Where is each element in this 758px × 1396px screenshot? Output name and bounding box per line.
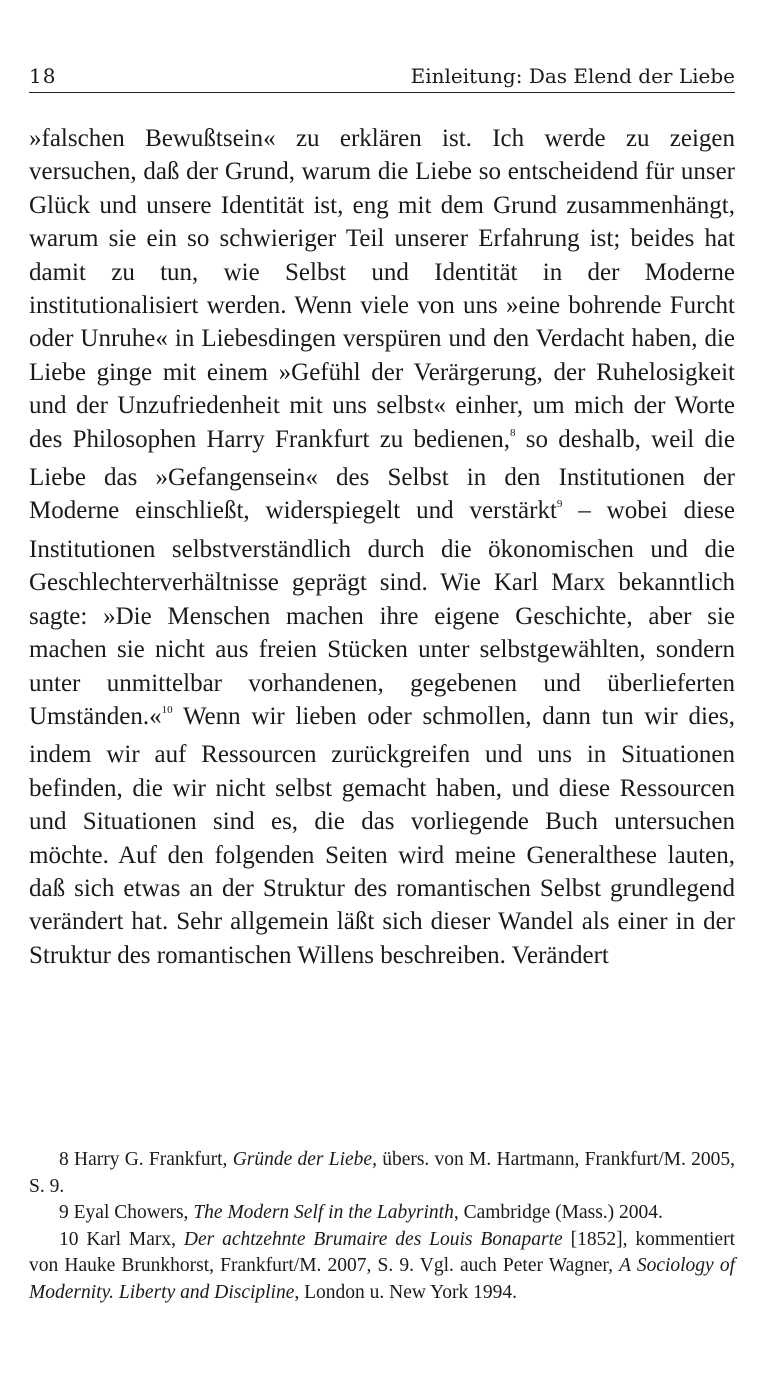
footnote-text: Harry G. Frankfurt, <box>68 1149 233 1170</box>
footnote-number: 9 <box>59 1202 69 1223</box>
footnote-number: 8 <box>59 1149 69 1170</box>
footnote-8 <box>29 1147 735 1200</box>
footnote-text: , London u. New York 1994. <box>294 1281 518 1303</box>
running-head: Einleitung: Das Elend der Liebe <box>410 64 735 88</box>
footnote-9 <box>29 1200 735 1227</box>
footnote-ref-10: 10 <box>161 703 173 716</box>
body-text-part-1: »falschen Bewußtsein« zu erklären ist. Ich werde zu zeigen versuchen, daß der Grund, warum die Liebe so entscheidend für unser Glück und unsere Identität ist, eng mit dem Grund zusammenhängt, warum sie ein so schwieriger Teil unserer Erfahrung ist; beides hat damit zu tun, wie Selbst und Identität in der Moderne institutionalisiert werden. Wenn viele von uns »eine bohrende Furcht oder Unruhe« in Liebesdingen verspüren und den Verdacht haben, die Liebe ginge mit einem »Gefühl der Verärgerung, der Ruhelosigkeit und der Unzufriedenheit mit uns selbst« einher, um mich der Worte des Philosophen Harry Frankfurt zu bedienen, <box>29 125 735 453</box>
footnote-number: 10 <box>59 1228 79 1250</box>
footnote-10 <box>29 1227 735 1307</box>
footnote-text: , übers. von M. Hartmann, Frankfurt/M. 2005, S. 9. <box>29 1149 735 1197</box>
footnote-title: Gründe der Liebe <box>232 1149 373 1170</box>
body-text-part-4: Wenn wir lieben oder schmollen, dann tun wir dies, indem wir auf Ressourcen zurückgreifen und uns in Situationen befinden, die wir nicht selbst gemacht haben, und diese Ressourcen und Situationen sind es, die das vorliegende Buch untersuchen möchte. Auf den folgenden Seiten wird meine Generalthese lauten, daß sich etwas an der Struktur des romantischen Selbst grundlegend verändert hat. Sehr allgemein läßt sich dieser Wandel als einer in der Struktur des romantischen Willens beschreiben. Verändert <box>29 702 735 969</box>
page-header <box>29 62 735 93</box>
footnote-title: The Modern Self in the Labyrinth <box>193 1202 454 1223</box>
footnote-text: Karl Marx, <box>78 1228 184 1250</box>
footnote-ref-8: 8 <box>510 426 516 439</box>
footnotes <box>29 1147 735 1306</box>
footnote-title: Der achtzehnte Brumaire des Louis Bonaparte <box>183 1228 563 1250</box>
footnote-ref-9: 9 <box>556 498 563 511</box>
footnote-text: , Cambridge (Mass.) 2004. <box>453 1202 663 1223</box>
body-text-part-2: so deshalb, weil die Liebe das »Gefangensein« des Selbst in den Institutionen der Moderne einschließt, widerspiegelt und verstärkt <box>29 425 736 525</box>
body-paragraph <box>29 122 735 972</box>
body-text-part-3: – wobei diese Institutionen selbstverständlich durch die ökonomischen und die Geschlechterverhältnisse geprägt sind. Wie Karl Marx bekanntlich sagte: »Die Menschen machen ihre eigene Geschichte, aber sie machen sie nicht aus freien Stücken unter selbstgewählten, sondern unter unmittelbar vorhandenen, gegebenen und überlieferten Umständen.« <box>29 497 735 730</box>
footnote-text: Eyal Chowers, <box>68 1202 194 1223</box>
footnote-title: A Sociology of Modernity. Liberty and Discipline <box>29 1255 736 1303</box>
page-number: 18 <box>29 64 57 88</box>
footnote-text: [1852], kommentiert von Hauke Brunkhorst, Frankfurt/M. 2007, S. 9. Vgl. auch Peter Wagner, <box>29 1228 735 1276</box>
